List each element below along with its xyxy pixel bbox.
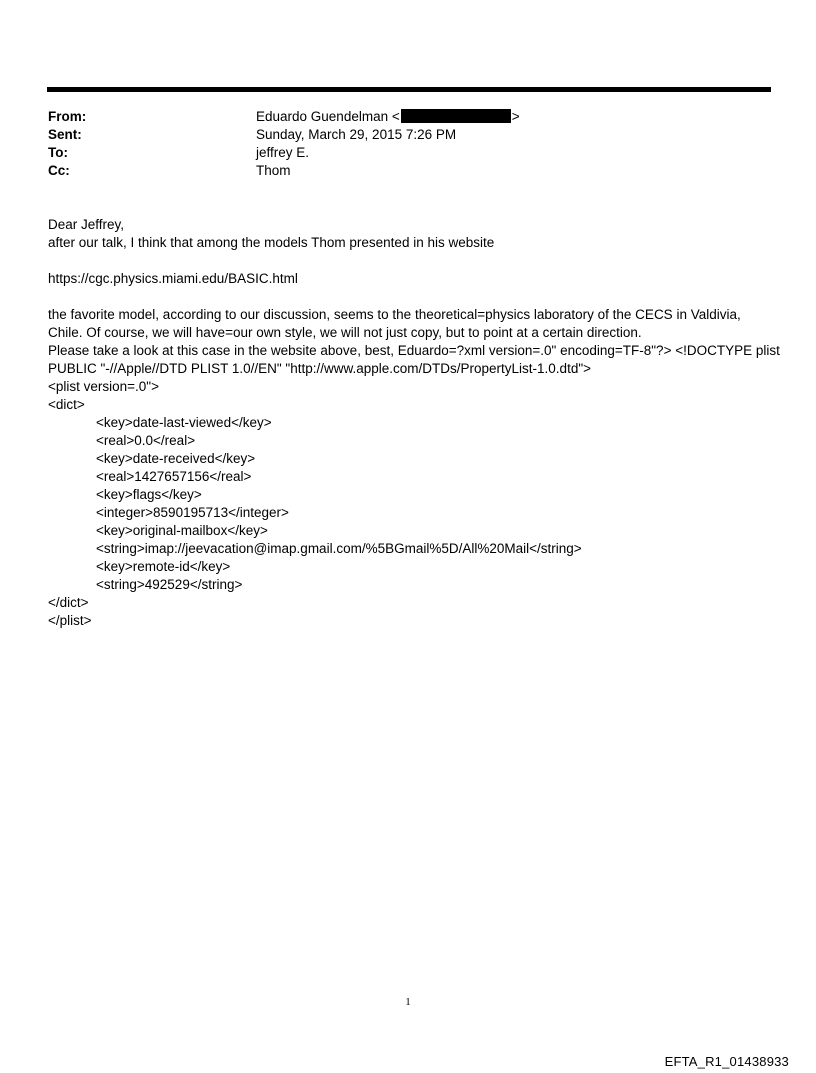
email-body [48, 216, 778, 630]
to-label: To: [48, 145, 68, 160]
from-close: > [511, 109, 520, 124]
greeting: Dear Jeffrey, [48, 217, 125, 232]
body-line-1: after our talk, I think that among the models Thom presented in his website [48, 235, 495, 250]
dict-line: <key>date-last-viewed</key> [96, 415, 272, 430]
from-name: Eduardo Guendelman < [256, 109, 400, 124]
cc-value: Thom [256, 163, 291, 178]
from-value [256, 108, 520, 126]
sent-value: Sunday, March 29, 2015 7:26 PM [256, 127, 457, 142]
cc-row [48, 162, 520, 180]
dict-line: <key>original-mailbox</key> [96, 523, 268, 538]
body-para-line-3: Please take a look at this case in the website above, best, Eduardo=?xml version=.0" encoding=TF-8"?> <!DOCTYPE plist [48, 343, 780, 358]
from-label: From: [48, 109, 87, 124]
website-url: https://cgc.physics.miami.edu/BASIC.html [48, 271, 298, 286]
to-row [48, 144, 520, 162]
dict-line: <real>1427657156</real> [96, 469, 252, 484]
sent-label: Sent: [48, 127, 82, 142]
dict-close: </dict> [48, 595, 89, 610]
body-para-line-2: Chile. Of course, we will have=our own style, we will not just copy, but to point at a certain direction. [48, 325, 642, 340]
cc-label: Cc: [48, 163, 70, 178]
body-para-line-4: PUBLIC "-//Apple//DTD PLIST 1.0//EN" "http://www.apple.com/DTDs/PropertyList-1.0.dtd"> [48, 361, 591, 376]
body-para-line-1: the favorite model, according to our discussion, seems to the theoretical=physics laboratory of the CECS in Valdivia, [48, 307, 741, 322]
sent-row [48, 126, 520, 144]
dict-line: <string>492529</string> [96, 577, 243, 592]
dict-open: <dict> [48, 397, 85, 412]
header-rule [47, 87, 771, 92]
plist-open: <plist version=.0"> [48, 379, 159, 394]
redacted-email [401, 109, 511, 123]
dict-line: <key>date-received</key> [96, 451, 256, 466]
email-header [48, 108, 520, 180]
dict-line: <real>0.0</real> [96, 433, 196, 448]
dict-line: <key>flags</key> [96, 487, 202, 502]
dict-line: <string>imap://jeevacation@imap.gmail.com/%5BGmail%5D/All%20Mail</string> [96, 541, 582, 556]
page-number: 1 [405, 996, 411, 1008]
dict-line: <key>remote-id</key> [96, 559, 231, 574]
document-id: EFTA_R1_01438933 [664, 1054, 789, 1069]
from-row [48, 108, 520, 126]
to-value: jeffrey E. [256, 145, 310, 160]
dict-line: <integer>8590195713</integer> [96, 505, 289, 520]
plist-close: </plist> [48, 613, 92, 628]
